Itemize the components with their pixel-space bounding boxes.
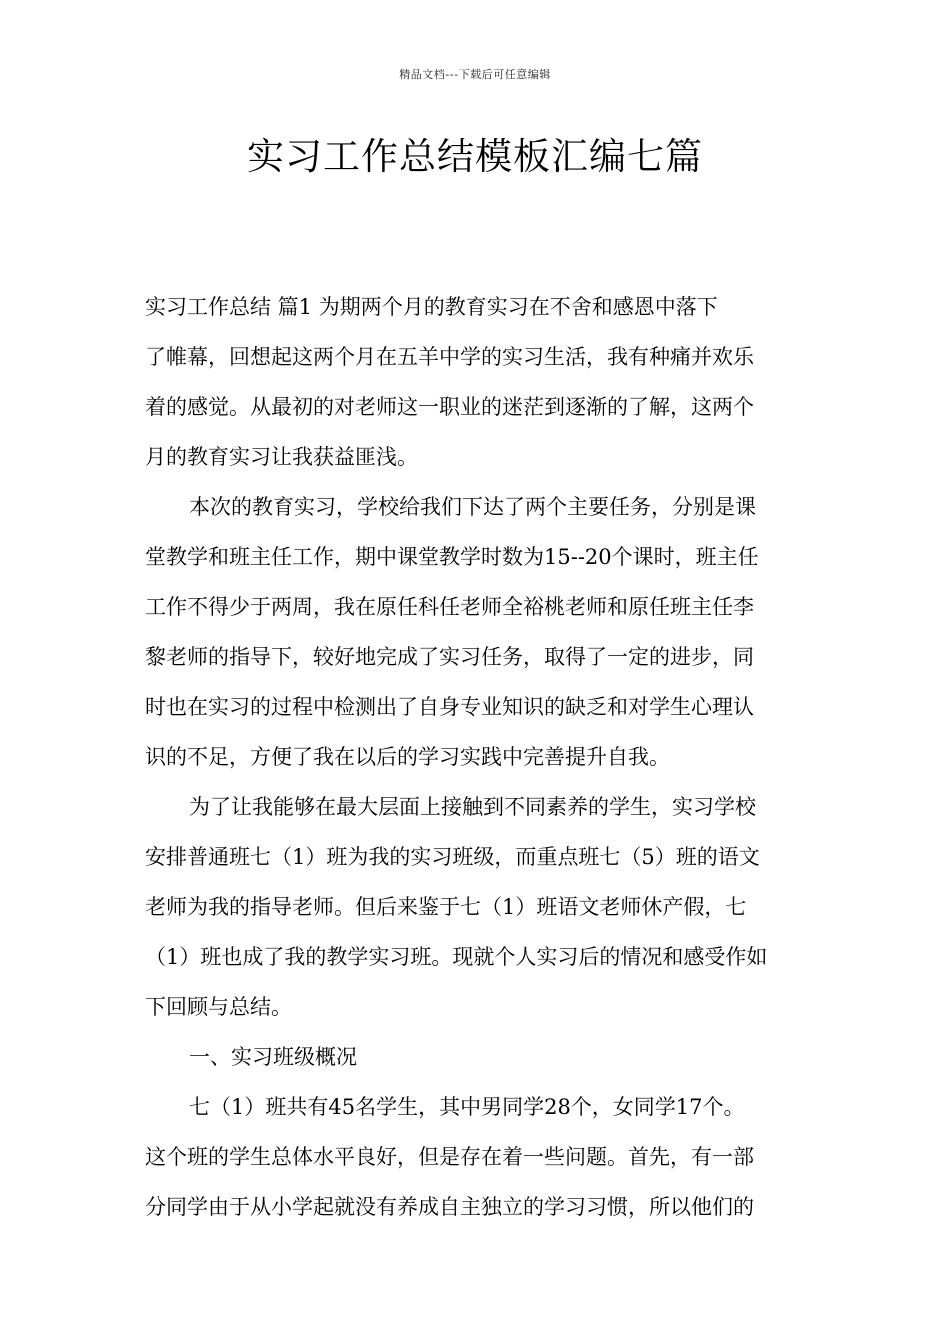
text-line: 安排普通班七（1）班为我的实习班级，而重点班七（5）班的语文 — [145, 845, 760, 869]
text-line: 老师为我的指导老师。但后来鉴于七（1）班语文老师休产假，七 — [145, 895, 747, 919]
text-line: 黎老师的指导下，较好地完成了实习任务，取得了一定的进步，同 — [145, 645, 754, 669]
text-line: 了帷幕，回想起这两个月在五羊中学的实习生活，我有种痛并欢乐 — [145, 345, 754, 369]
text-line: 月的教育实习让我获益匪浅。 — [145, 445, 418, 469]
text-line: 识的不足，方便了我在以后的学习实践中完善提升自我。 — [145, 745, 670, 769]
text-line: 分同学由于从小学起就没有养成自主独立的学习习惯，所以他们的 — [145, 1195, 754, 1219]
text-line: 为了让我能够在最大层面上接触到不同素养的学生，实习学校 — [189, 795, 756, 819]
text-line: 本次的教育实习，学校给我们下达了两个主要任务，分别是课 — [189, 495, 756, 519]
text-line: 下回顾与总结。 — [145, 995, 292, 1019]
text-line: 工作不得少于两周，我在原任科任老师全裕桃老师和原任班主任李 — [145, 595, 754, 619]
header-note: 精品文档---下载后可任意编辑 — [399, 68, 551, 81]
text-line: 一、实习班级概况 — [189, 1045, 357, 1069]
text-line: 堂教学和班主任工作，期中课堂教学时数为15--20个课时，班主任 — [145, 545, 759, 569]
text-line: 着的感觉。从最初的对老师这一职业的迷茫到逐渐的了解，这两个 — [145, 395, 754, 419]
document-title: 实习工作总结模板汇编七篇 — [247, 135, 703, 178]
text-line: 这个班的学生总体水平良好，但是存在着一些问题。首先，有一部 — [145, 1145, 754, 1169]
text-line: 时也在实习的过程中检测出了自身专业知识的缺乏和对学生心理认 — [145, 695, 754, 719]
body-text — [145, 282, 805, 1232]
text-line: 七（1）班共有45名学生，其中男同学28个，女同学17个。 — [189, 1095, 745, 1119]
text-line: 实习工作总结 篇1 为期两个月的教育实习在不舍和感恩中落下 — [145, 295, 718, 319]
text-line: （1）班也成了我的教学实习班。现就个人实习后的情况和感受作如 — [145, 945, 768, 969]
